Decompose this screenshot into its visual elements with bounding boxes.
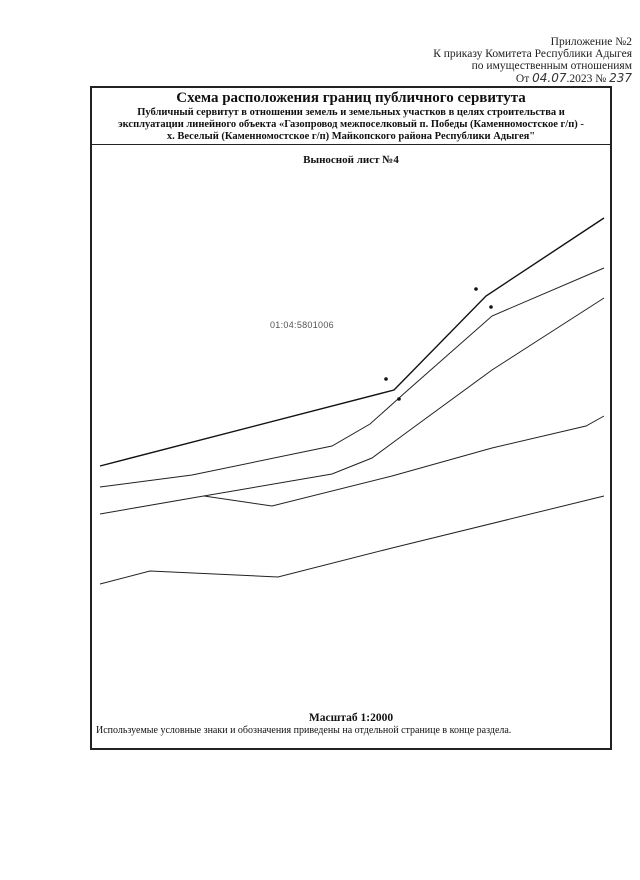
map-drawing	[92, 144, 610, 748]
subtitle-line-1: Публичный сервитут в отношении земель и земельных участков в целях строительства и	[137, 107, 565, 118]
boundary-point	[384, 377, 388, 381]
map-area	[92, 144, 610, 748]
scheme-title: Схема расположения границ публичного сервитута	[176, 90, 526, 106]
date-handwritten: 04.07	[532, 71, 567, 85]
boundary-point	[474, 287, 478, 291]
road-edge-line-2	[100, 298, 604, 514]
scheme-frame	[90, 86, 612, 750]
order-line-2: по имущественным отношениям	[471, 60, 632, 72]
scale-label: Масштаб 1:2000	[308, 712, 394, 724]
parcel-cadastral-number: 01:04:5801006	[270, 320, 334, 330]
header-block	[302, 36, 632, 85]
date-line	[302, 72, 632, 85]
road-edge-line-1	[100, 268, 604, 487]
boundary-point	[397, 397, 401, 401]
date-prefix: От	[515, 73, 530, 85]
road-edge-line-3	[204, 416, 604, 506]
subtitle-line-2: эксплуатации линейного объекта «Газопровод межпоселковый п. Победы (Каменномостское г/п) -	[118, 119, 584, 130]
boundary-point	[489, 305, 493, 309]
appendix-label: Приложение №2	[550, 36, 632, 48]
sheet-label: Выносной лист №4	[303, 154, 399, 166]
road-edge-line-4	[100, 496, 604, 584]
date-year: .2023 №	[566, 73, 607, 85]
legend-note: Используемые условные знаки и обозначения приведены на отдельной странице в конце раздела.	[96, 725, 512, 736]
order-line-1: К приказу Комитета Республики Адыгея	[433, 48, 632, 60]
servitude-boundary-line	[100, 218, 604, 466]
title-box	[92, 88, 610, 145]
number-handwritten: 237	[609, 71, 632, 85]
subtitle-line-3: х. Веселый (Каменномостское г/п) Майкопского района Республики Адыгея"	[166, 131, 536, 142]
